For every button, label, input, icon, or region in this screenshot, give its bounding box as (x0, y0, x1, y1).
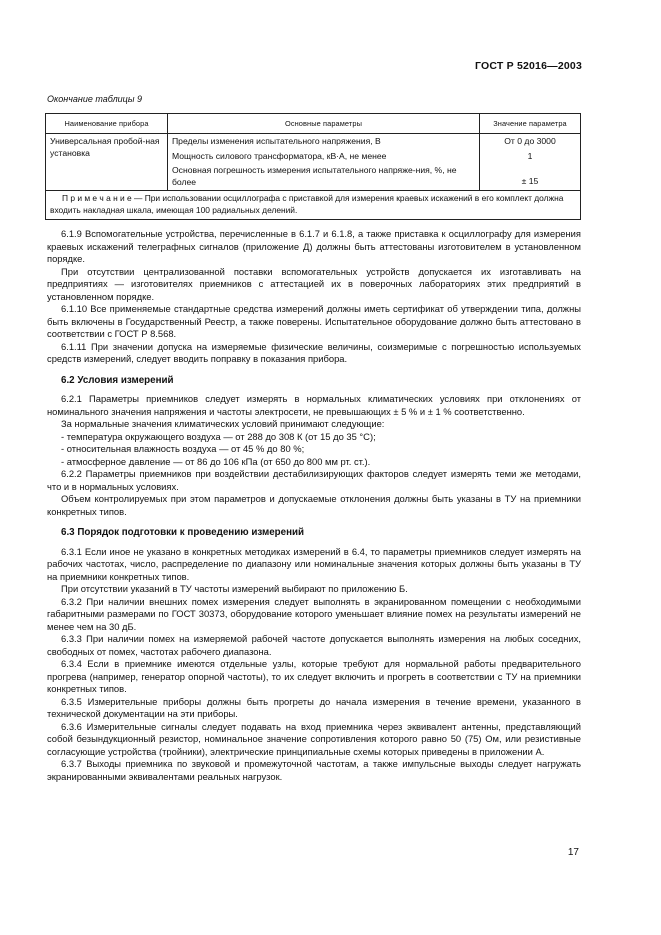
table-note-row (46, 191, 581, 219)
param-name: Основная погрешность измерения испытательного напряже-ния, %, не более (172, 165, 457, 187)
paragraph-6-1-9-cont: При отсутствии централизованной поставки вспомогательных устройств допускается их изготавливать на предприятиях — изготовителях приемников с аттестацией их в поверочных лабораториях этих предприятий в установленном порядке. (47, 265, 581, 302)
paragraph-6-3-1: 6.3.1 Если иное не указано в конкретных методиках измерений в 6.4, то параметры приемников следует измерять на рабочих частотах, число, распределение по диапазону или номинальные значения которых должны быть указаны в ТУ на приемники конкретных типов. (47, 545, 581, 582)
list-item: - температура окружающего воздуха — от 288 до 308 К (от 15 до 35 °С); (61, 430, 376, 442)
note-text: — При использовании осциллографа с приставкой для измерения краевых искажений в его комплект должна входить накладная шкала, имеющая 100 радиальных делений. (50, 193, 564, 215)
paragraph-6-1-9: 6.1.9 Вспомогательные устройства, перечисленные в 6.1.7 и 6.1.8, а также приставка к осциллографу для измерения краевых искажений телеграфных сигналов (приложение Д) должны быть аттестованы изготовителем в установленном порядке. (47, 228, 581, 264)
paragraph-6-2-1: 6.2.1 Параметры приемников следует измерять в нормальных климатических условиях при отклонениях от номинального значения напряжения и частоты электросети, не превышающих ± 5 % и ± 1 % соответственно. (47, 393, 581, 417)
section-heading-6-2: 6.2 Условия измерений (61, 374, 174, 386)
standard-header: ГОСТ Р 52016—2003 (474, 60, 582, 72)
param-value: 1 (527, 150, 533, 161)
column-header-device: Наименование прибора (46, 114, 168, 134)
paragraph-6-2-2: 6.2.2 Параметры приемников при воздействии дестабилизирующих факторов следует измерять теми же методами, что и в нормальных условиях. (47, 468, 581, 492)
list-item: - относительная влажность воздуха — от 45 % до 80 %; (61, 443, 305, 454)
note-label: П р и м е ч а н и е (62, 193, 132, 204)
param-name: Пределы изменения испытательного напряжения, В (172, 136, 381, 146)
paragraph-6-3-1-cont: При отсутствии указаний в ТУ частоты измерений выбирают по приложению Б. (61, 583, 408, 594)
page-number: 17 (567, 847, 579, 858)
paragraph-6-2-2-cont: Объем контролируемых при этом параметров и допускаемые отклонения должны быть указаны в ТУ на приемники конкретных типов. (47, 493, 581, 517)
params-cell (168, 134, 480, 191)
list-item: - атмосферное давление — от 86 до 106 кПа (от 650 до 800 мм рт. ст.). (61, 455, 371, 467)
column-header-value: Значение параметра (480, 114, 581, 134)
paragraph-6-3-3: 6.3.3 При наличии помех на измеряемой рабочей частоте допускается выполнять измерения на любых соседних, свободных от помех, частотах рабочего диапазона. (47, 633, 581, 657)
values-cell (480, 134, 581, 191)
param-value: ± 15 (521, 176, 539, 187)
paragraph-6-3-2: 6.3.2 При наличии внешних помех измерения следует выполнять в экранированном помещении с необходимыми габаритными размерами по ГОСТ 30373, оборудование которого уменьшает влияние помех на результаты измерений не менее чем на 30 дБ. (47, 595, 581, 632)
paragraph-6-3-5: 6.3.5 Измерительные приборы должны быть прогреты до начала измерения в течение времени, указанного в технической документации на эти приборы. (47, 695, 581, 719)
section-heading-6-3: 6.3 Порядок подготовки к проведению измерений (61, 527, 305, 538)
table-row (46, 134, 581, 191)
paragraph-6-1-11: 6.1.11 При значении допуска на измеряемые физические величины, соизмеримые с погрешностью используемых средств измерений, следует вводить поправку в показания прибора. (47, 340, 581, 364)
parameters-table (45, 113, 581, 220)
paragraph-6-1-10: 6.1.10 Все применяемые стандартные средства измерений должны иметь сертификат об утверждении типа, должны быть включены в Государственный Реестр, а также поверены. Испытательное оборудование должно быть аттестовано в соответствии с ГОСТ Р 8.568. (47, 303, 581, 339)
table-header-row (46, 114, 581, 134)
paragraph-6-3-6: 6.3.6 Измерительные сигналы следует подавать на вход приемника через эквивалент антенны, представляющий собой безындукционный резистор, номинальное значение сопротивления которого равно 50 (75) Ом, или резистивные согласующие устройства (тройники), электрические принципиальные схемы которых приведены в приложении А. (47, 720, 581, 757)
paragraph-6-3-4: 6.3.4 Если в приемнике имеются отдельные узлы, которые требуют для нормальной работы предварительного прогрева (например, генератор опорной частоты), то их следует включить и прогреть в соответствии с ТУ на приемники конкретных типов. (47, 658, 581, 694)
table-caption: Окончание таблицы 9 (47, 94, 142, 104)
paragraph-6-3-7: 6.3.7 Выходы приемника по звуковой и промежуточной частотам, а также импульсные выходы следует нагружать экранированными эквивалентами реальных нагрузок. (47, 758, 581, 782)
device-name-cell: Универсальная пробой-ная установка (46, 134, 168, 191)
param-name: Мощность силового трансформатора, кВ·А, не менее (172, 150, 387, 161)
column-header-params: Основные параметры (168, 114, 480, 134)
param-value: От 0 до 3000 (504, 136, 556, 146)
table-note (46, 191, 581, 219)
paragraph-6-2-1-cont: За нормальные значения климатических условий принимают следующие: (61, 418, 385, 429)
body-text (47, 228, 581, 783)
